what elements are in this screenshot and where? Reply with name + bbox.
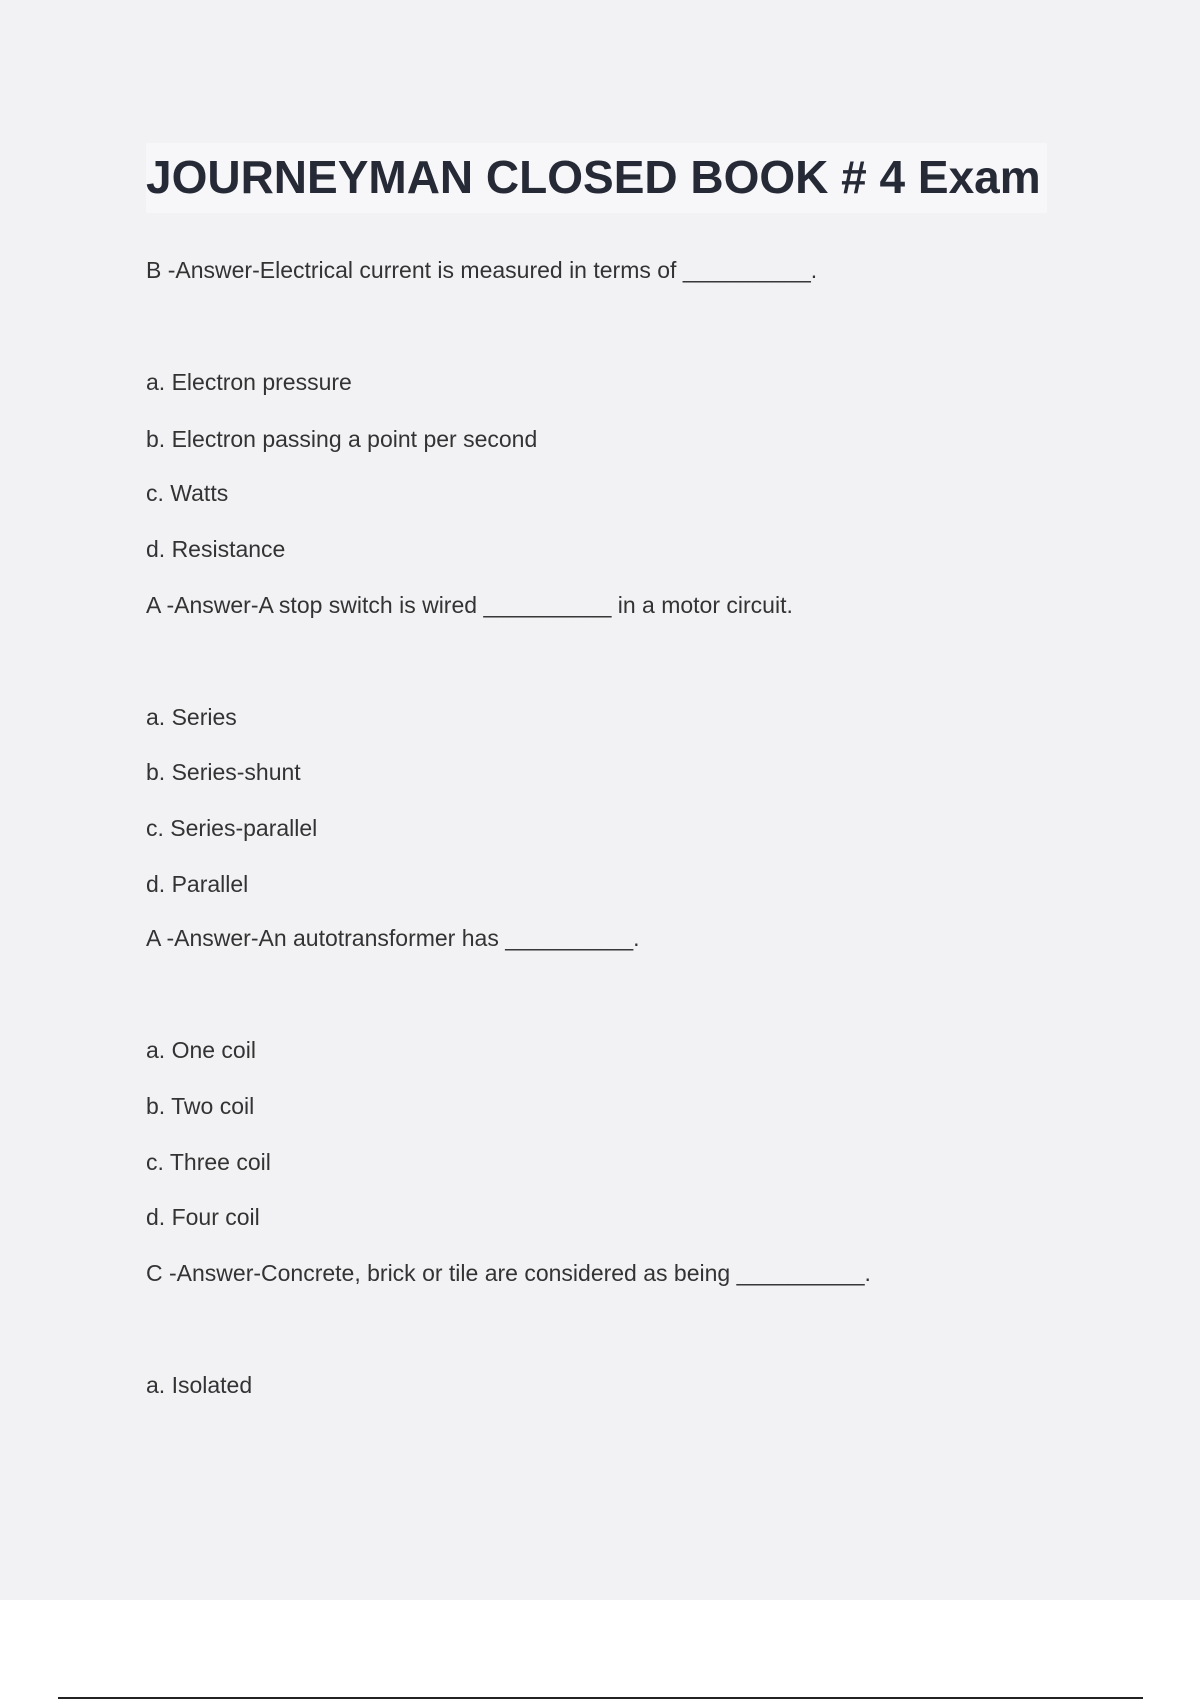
question-3: A -Answer-An autotransformer has __________.: [146, 925, 640, 951]
question-1: B -Answer-Electrical current is measured in terms of __________.: [146, 257, 818, 283]
q4-option-a: a. Isolated: [146, 1372, 253, 1398]
document-title: JOURNEYMAN CLOSED BOOK # 4 Exam: [146, 143, 1047, 213]
q1-option-d: d. Resistance: [146, 536, 286, 562]
q3-option-b: b. Two coil: [146, 1093, 255, 1119]
q1-option-c: c. Watts: [146, 480, 229, 506]
question-2: A -Answer-A stop switch is wired __________ in a motor circuit.: [146, 592, 793, 618]
q2-option-a: a. Series: [146, 704, 237, 730]
q3-option-a: a. One coil: [146, 1037, 256, 1063]
q2-option-c: c. Series-parallel: [146, 815, 318, 841]
footer-rule: [58, 1697, 1143, 1699]
q2-option-d: d. Parallel: [146, 871, 249, 897]
q3-option-c: c. Three coil: [146, 1149, 271, 1175]
q2-option-b: b. Series-shunt: [146, 759, 301, 785]
q1-option-b: b. Electron passing a point per second: [146, 426, 538, 452]
question-4: C -Answer-Concrete, brick or tile are considered as being __________.: [146, 1260, 871, 1286]
q3-option-d: d. Four coil: [146, 1204, 260, 1230]
q1-option-a: a. Electron pressure: [146, 369, 352, 395]
